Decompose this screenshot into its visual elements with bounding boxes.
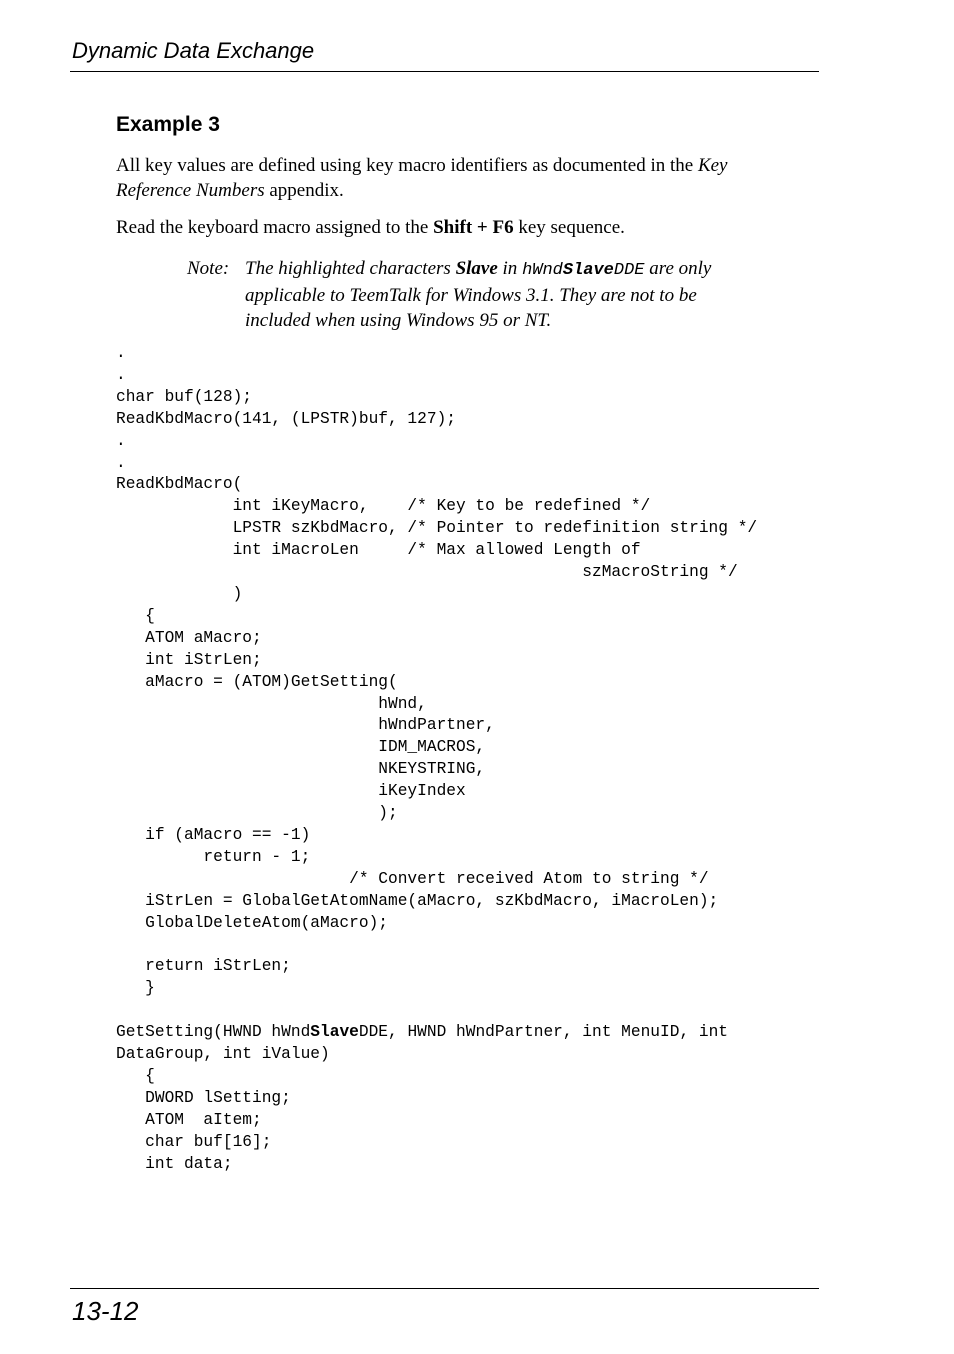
note-highlight-word: Slave: [455, 258, 498, 279]
code-highlight: Slave: [310, 1023, 359, 1042]
note-text: in: [497, 258, 523, 279]
key-sequence-emphasis: Shift + F6: [433, 217, 514, 238]
page-header-title: Dynamic Data Exchange: [72, 38, 315, 63]
code-part-2: DDE, HWND hWndPartner, int MenuID, int DataGroup, int iValue) { DWORD lSetting; ATOM aItem; char buf[16]; int data;: [116, 1023, 729, 1173]
instruction-text: Read the keyboard macro assigned to the: [116, 217, 434, 238]
code-listing: [116, 343, 757, 1175]
note-code-prefix: hWnd: [522, 261, 563, 280]
code-part-1: . . char buf(128); ReadKbdMacro(141, (LPSTR)buf, 127); . . ReadKbdMacro( int iKeyMacro, /* Key to be redefined */ LPSTR szKbdMacro, /* Pointer to redefinition string */ int iMacroLen /* Max allowed Length of szMacroString */ ) { ATOM aMacro; int iStrLen; aMacro = (ATOM)GetSetting( hWnd, hWndPartner, IDM_MACROS, NKEYSTRING, iKeyIndex ); if (aMacro == -1) return - 1; /* Convert received Atom to string */ iStrLen = GlobalGetAtomName(aMacro, szKbdMacro, iMacroLen); GlobalDeleteAtom(aMacro); return iStrLen; } GetSetting(HWND hWnd: [116, 344, 758, 1042]
instruction-paragraph: [116, 215, 806, 240]
page-number: 13-12: [72, 1296, 139, 1326]
intro-paragraph: [116, 153, 806, 203]
note-label: Note:: [187, 258, 230, 279]
intro-reference-emphasis: Key Reference Numbers: [116, 155, 728, 201]
instruction-text-end: key sequence.: [513, 217, 625, 238]
intro-text: All key values are defined using key macro identifiers as documented in the: [116, 155, 698, 176]
section-heading: Example 3: [116, 113, 220, 136]
note-block: [187, 256, 807, 333]
note-text: are only applicable to TeemTalk for Windows 3.1. They are not to be included when using Windows 95 or NT.: [245, 258, 712, 331]
note-body: [245, 256, 737, 333]
intro-text-end: appendix.: [264, 180, 344, 201]
note-text: The highlighted characters: [245, 258, 456, 279]
header-rule: [70, 71, 819, 72]
note-code-suffix: DDE: [613, 261, 645, 280]
note-code-highlight: Slave: [562, 261, 614, 280]
footer-rule: [70, 1288, 819, 1289]
